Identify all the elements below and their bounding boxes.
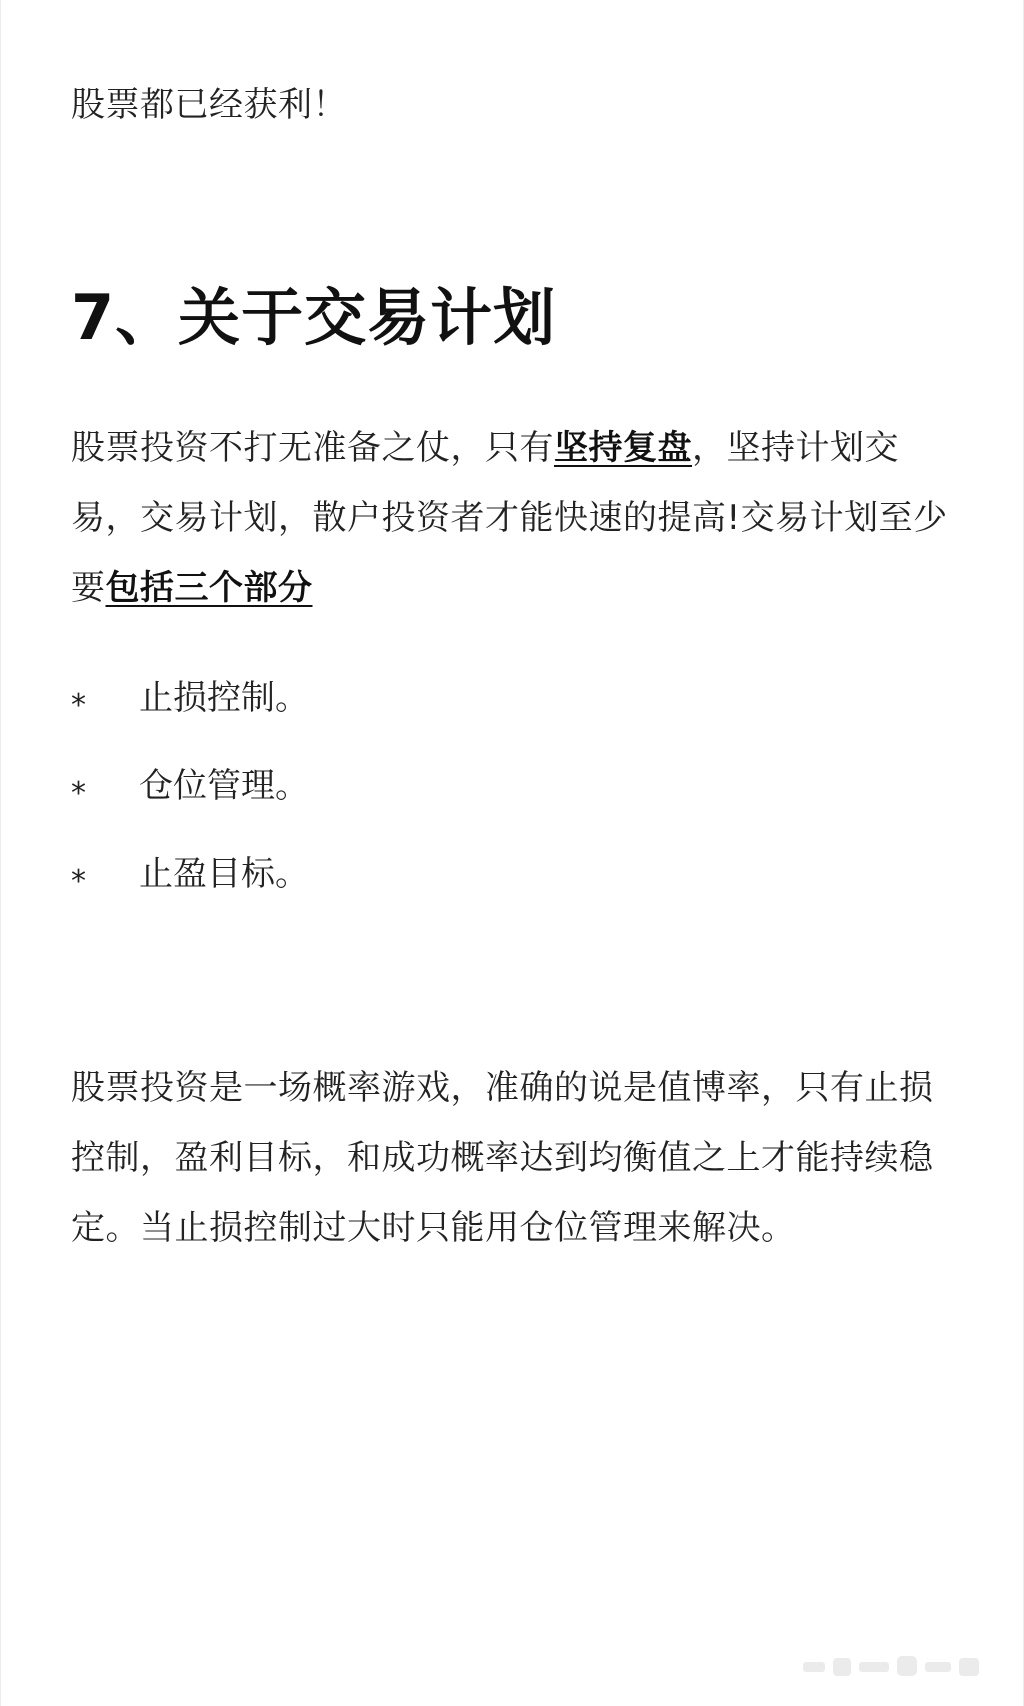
list-item (71, 751, 871, 839)
list-item (71, 839, 871, 927)
highlight-review: 坚持复盘 (554, 428, 692, 468)
highlight-three-parts: 包括三个部分 (105, 568, 313, 608)
plan-parts-list (71, 663, 871, 927)
asterisk-bullet-icon: * (71, 864, 86, 899)
watermark-icon (793, 1648, 993, 1684)
list-item-text: 仓位管理。 (139, 766, 309, 806)
asterisk-bullet-icon: * (71, 776, 86, 811)
section-heading: 7、关于交易计划 (71, 281, 557, 354)
probability-paragraph: 股票投资是一场概率游戏，准确的说是值博率，只有止损控制，盈利目标，和成功概率达到均衡值之上才能持续稳定。当止损控制过大时只能用仓位管理来解决。 (71, 1068, 934, 1248)
plan-text-2: ，坚持计划交易，交易计划，散户投资者才能快速的提高!交易计划至少要 (71, 428, 948, 608)
plan-paragraph (71, 413, 961, 623)
list-item-text: 止盈目标。 (139, 854, 309, 894)
plan-text-1: 股票投资不打无准备之仗，只有 (71, 428, 554, 468)
list-item-text: 止损控制。 (139, 678, 309, 718)
list-item (71, 663, 871, 751)
asterisk-bullet-icon: * (71, 688, 86, 723)
intro-text: 股票都已经获利！ (71, 85, 347, 125)
